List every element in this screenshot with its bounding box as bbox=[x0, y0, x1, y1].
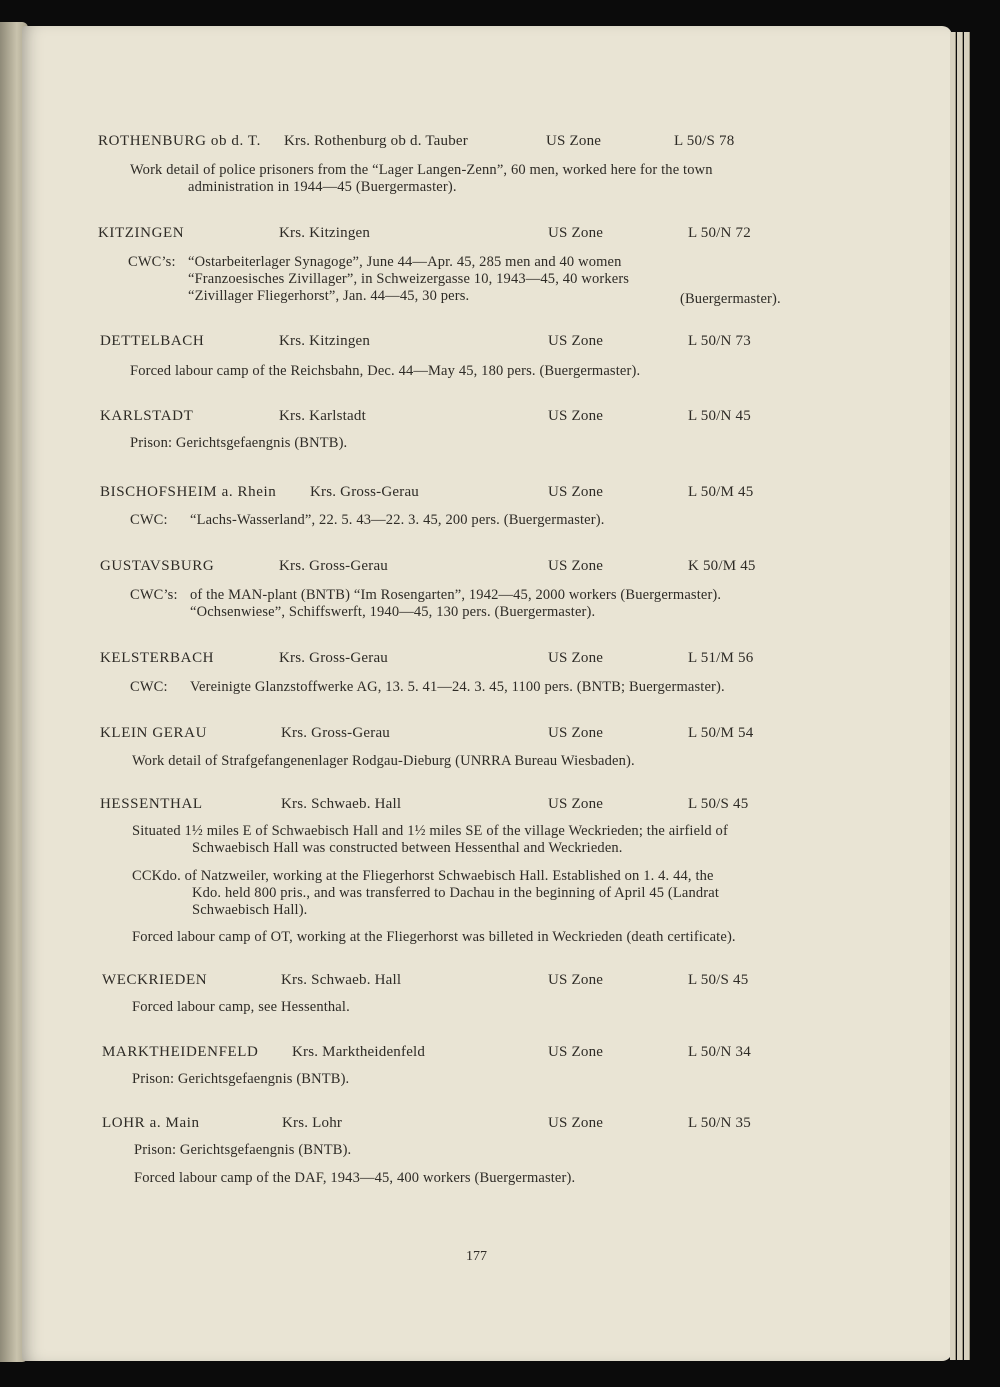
district: Krs. Lohr bbox=[282, 1115, 343, 1131]
entry-heading bbox=[98, 133, 878, 155]
place-name: KITZINGEN bbox=[98, 225, 185, 241]
district: Krs. Rothenburg ob d. Tauber bbox=[284, 133, 468, 149]
entry-text: Kdo. held 800 pris., and was transferred to Dachau in the beginning of April 45 (Landrat bbox=[192, 885, 720, 901]
entry-heading bbox=[100, 650, 880, 672]
entry-text: Prison: Gerichtsgefaengnis (BNTB). bbox=[132, 1071, 350, 1087]
zone: US Zone bbox=[548, 1044, 604, 1060]
place-name: KARLSTADT bbox=[100, 408, 194, 424]
district: Krs. Marktheidenfeld bbox=[292, 1044, 426, 1060]
map-reference: L 50/M 45 bbox=[688, 484, 754, 500]
district: Krs. Kitzingen bbox=[279, 333, 371, 349]
zone: US Zone bbox=[548, 225, 604, 241]
entry-text: Work detail of police prisoners from the “Lager Langen-Zenn”, 60 men, worked here for the town bbox=[130, 162, 713, 178]
zone: US Zone bbox=[548, 1115, 604, 1131]
entry-text: Schwaebisch Hall was constructed between Hessenthal and Weckrieden. bbox=[192, 840, 623, 856]
entry-heading bbox=[100, 725, 880, 747]
entry-text: Vereinigte Glanzstoffwerke AG, 13. 5. 41—24. 3. 45, 1100 pers. (BNTB; Buergermaster). bbox=[190, 679, 725, 695]
entry-text: Situated 1½ miles E of Schwaebisch Hall and 1½ miles SE of the village Weckrieden; the airfield of bbox=[132, 823, 728, 839]
place-name: BISCHOFSHEIM a. Rhein bbox=[100, 484, 277, 500]
map-reference: L 50/S 45 bbox=[688, 796, 749, 812]
place-name: KELSTERBACH bbox=[100, 650, 215, 666]
district: Krs. Gross-Gerau bbox=[310, 484, 420, 500]
district: Krs. Gross-Gerau bbox=[281, 725, 391, 741]
zone: US Zone bbox=[548, 796, 604, 812]
zone: US Zone bbox=[548, 972, 604, 988]
place-name: WECKRIEDEN bbox=[102, 972, 208, 988]
district: Krs. Karlstadt bbox=[279, 408, 366, 424]
zone: US Zone bbox=[548, 558, 604, 574]
entry-heading bbox=[102, 1115, 882, 1137]
entry-heading bbox=[98, 225, 878, 247]
district: Krs. Schwaeb. Hall bbox=[281, 972, 402, 988]
page-number: 177 bbox=[466, 1249, 487, 1264]
entry-text: administration in 1944—45 (Buergermaster). bbox=[188, 179, 457, 195]
place-name: MARKTHEIDENFELD bbox=[102, 1044, 259, 1060]
entry-text: Schwaebisch Hall). bbox=[192, 902, 308, 918]
entry-text: Prison: Gerichtsgefaengnis (BNTB). bbox=[130, 435, 348, 451]
entry-text: “Lachs-Wasserland”, 22. 5. 43—22. 3. 45, 200 pers. (Buergermaster). bbox=[190, 512, 605, 528]
map-reference: L 50/N 72 bbox=[688, 225, 751, 241]
entry-label: CWC: bbox=[130, 512, 168, 528]
entry-text: CCKdo. of Natzweiler, working at the Fliegerhorst Schwaebisch Hall. Established on 1. 4. 44, the bbox=[132, 868, 714, 884]
entry-text: “Zivillager Fliegerhorst”, Jan. 44—45, 30 pers. bbox=[188, 288, 470, 304]
entry-heading bbox=[100, 333, 880, 355]
place-name: GUSTAVSBURG bbox=[100, 558, 215, 574]
map-reference: L 50/N 45 bbox=[688, 408, 751, 424]
entry-label: CWC’s: bbox=[130, 587, 178, 603]
map-reference: L 50/N 35 bbox=[688, 1115, 751, 1131]
map-reference: L 50/N 34 bbox=[688, 1044, 751, 1060]
entry-text: “Ostarbeiterlager Synagoge”, June 44—Apr. 45, 285 men and 40 women bbox=[188, 254, 622, 270]
entry-text: Work detail of Strafgefangenenlager Rodgau-Dieburg (UNRRA Bureau Wiesbaden). bbox=[132, 753, 635, 769]
zone: US Zone bbox=[548, 484, 604, 500]
district: Krs. Gross-Gerau bbox=[279, 650, 389, 666]
zone: US Zone bbox=[548, 725, 604, 741]
map-reference: K 50/M 45 bbox=[688, 558, 756, 574]
entry-heading bbox=[100, 408, 880, 430]
entry-text: “Ochsenwiese”, Schiffswerft, 1940—45, 130 pers. (Buergermaster). bbox=[190, 604, 596, 620]
map-reference: L 51/M 56 bbox=[688, 650, 754, 666]
entry-heading bbox=[102, 972, 882, 994]
district: Krs. Kitzingen bbox=[279, 225, 371, 241]
place-name: HESSENTHAL bbox=[100, 796, 203, 812]
entry-heading bbox=[102, 1044, 882, 1066]
place-name: LOHR a. Main bbox=[102, 1115, 200, 1131]
entry-text: Forced labour camp of OT, working at the Fliegerhorst was billeted in Weckrieden (death certificate). bbox=[132, 929, 736, 945]
map-reference: L 50/S 78 bbox=[674, 133, 735, 149]
entry-text: of the MAN-plant (BNTB) “Im Rosengarten”, 1942—45, 2000 workers (Buergermaster). bbox=[190, 587, 722, 603]
entry-text: Forced labour camp, see Hessenthal. bbox=[132, 999, 350, 1015]
zone: US Zone bbox=[548, 408, 604, 424]
entry-label: CWC’s: bbox=[128, 254, 176, 270]
entry-text: Forced labour camp of the DAF, 1943—45, 400 workers (Buergermaster). bbox=[134, 1170, 576, 1186]
place-name: DETTELBACH bbox=[100, 333, 205, 349]
place-name: ROTHENBURG ob d. T. bbox=[98, 133, 261, 149]
zone: US Zone bbox=[546, 133, 602, 149]
entry-heading bbox=[100, 796, 880, 818]
entry-heading bbox=[100, 484, 880, 506]
district: Krs. Schwaeb. Hall bbox=[281, 796, 402, 812]
entry-heading bbox=[100, 558, 880, 580]
map-reference: L 50/S 45 bbox=[688, 972, 749, 988]
zone: US Zone bbox=[548, 650, 604, 666]
map-reference: L 50/M 54 bbox=[688, 725, 754, 741]
entry-text: Prison: Gerichtsgefaengnis (BNTB). bbox=[134, 1142, 352, 1158]
place-name: KLEIN GERAU bbox=[100, 725, 208, 741]
map-reference: L 50/N 73 bbox=[688, 333, 751, 349]
district: Krs. Gross-Gerau bbox=[279, 558, 389, 574]
entry-source: (Buergermaster). bbox=[680, 291, 781, 307]
zone: US Zone bbox=[548, 333, 604, 349]
entry-text: Forced labour camp of the Reichsbahn, Dec. 44—May 45, 180 pers. (Buergermaster). bbox=[130, 363, 641, 379]
entry-label: CWC: bbox=[130, 679, 168, 695]
entry-text: “Franzoesisches Zivillager”, in Schweizergasse 10, 1943—45, 40 workers bbox=[188, 271, 630, 287]
